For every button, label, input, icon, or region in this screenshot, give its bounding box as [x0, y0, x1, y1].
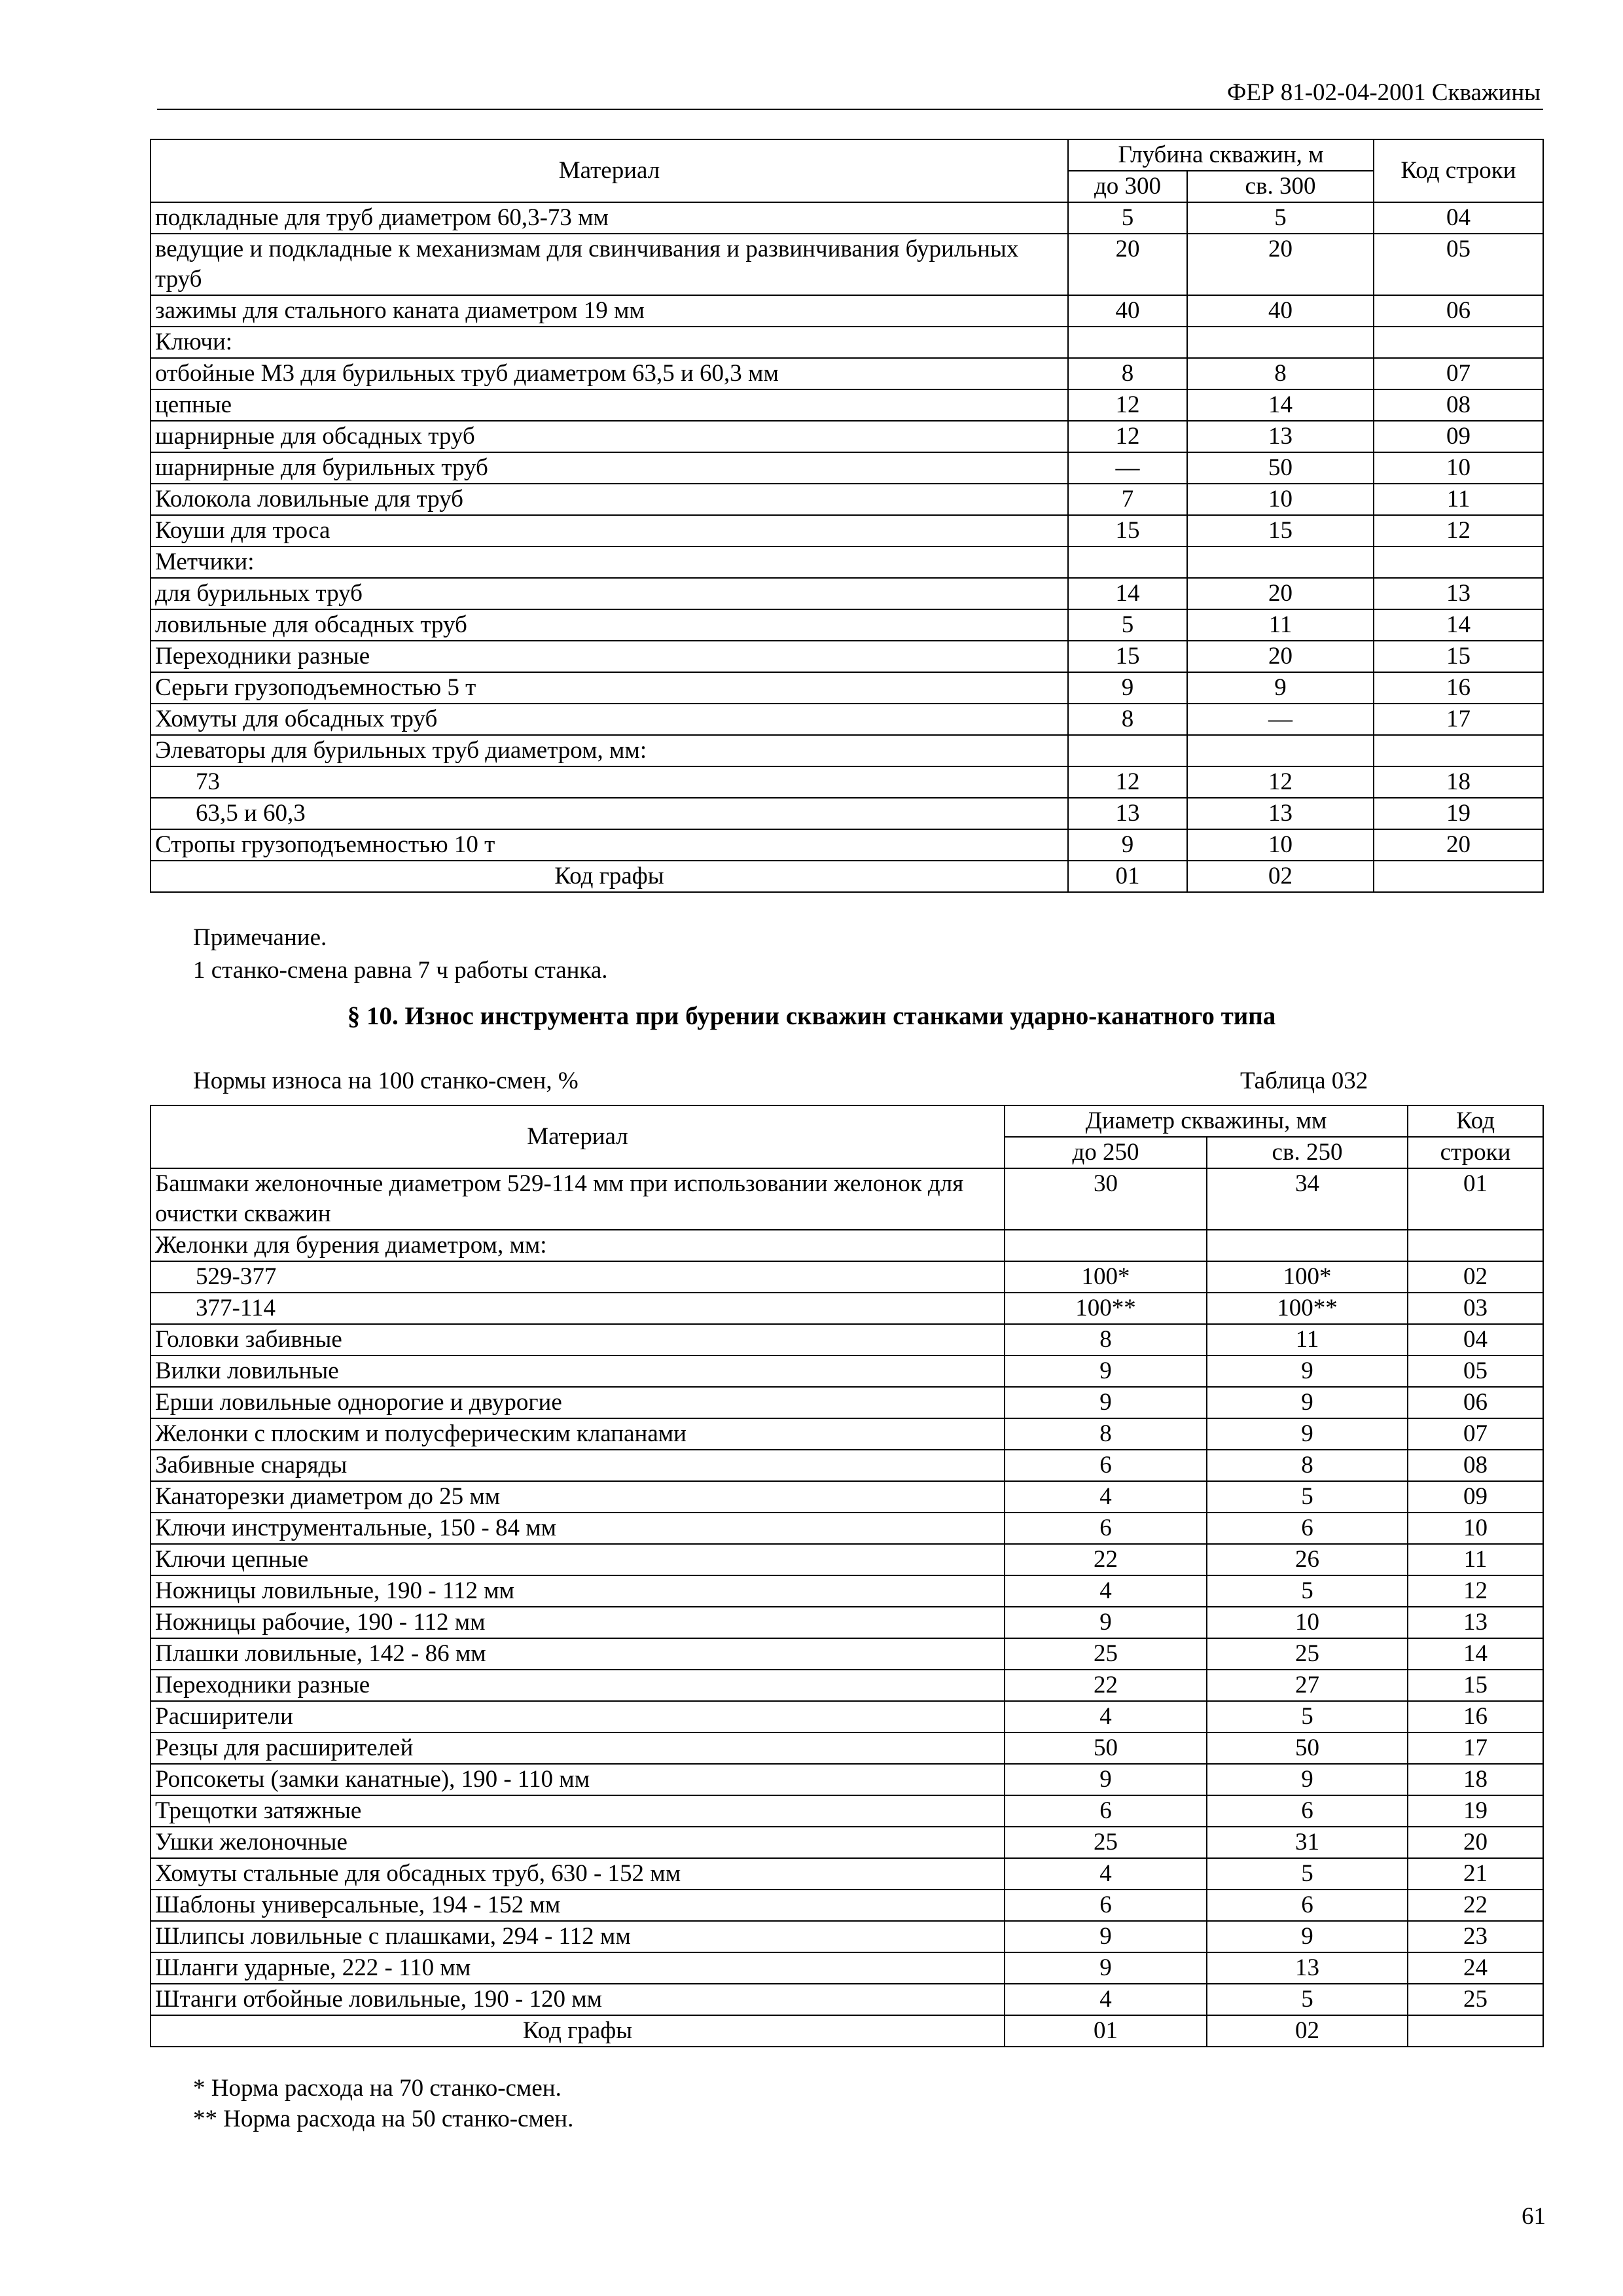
row-code-cell [1408, 1230, 1543, 1261]
value-cell: 13 [1187, 798, 1374, 829]
row-code-cell: 16 [1374, 672, 1543, 704]
table-row [151, 1575, 1543, 1607]
row-code-cell [1374, 735, 1543, 766]
table-footer-row [151, 861, 1543, 892]
row-code-cell: 25 [1408, 1984, 1543, 2015]
material-cell: Головки забивные [151, 1324, 1005, 1355]
value-cell: 5 [1187, 202, 1374, 234]
row-code-cell: 17 [1374, 704, 1543, 735]
row-code-cell: 20 [1374, 829, 1543, 861]
material-cell: Коуши для троса [151, 515, 1068, 547]
value-cell: 6 [1005, 1890, 1207, 1921]
table-row [151, 1732, 1543, 1764]
value-cell: 11 [1207, 1324, 1408, 1355]
footnote-single-star: * Норма расхода на 70 станко-смен. [193, 2075, 562, 2102]
value-cell: 9 [1005, 1355, 1207, 1387]
table-row [151, 1355, 1543, 1387]
row-code-cell: 15 [1408, 1670, 1543, 1701]
page-number: 61 [1522, 2203, 1546, 2230]
material-cell: Ножницы ловильные, 190 - 112 мм [151, 1575, 1005, 1607]
value-cell: 7 [1068, 484, 1187, 515]
value-cell: 8 [1005, 1418, 1207, 1450]
row-code-cell: 14 [1408, 1638, 1543, 1670]
header-diameter: Диаметр скважины, мм [1005, 1105, 1408, 1137]
material-cell: Вилки ловильные [151, 1355, 1005, 1387]
table-depth-wear [150, 139, 1544, 893]
header-depth: Глубина скважин, м [1068, 139, 1374, 171]
value-cell: 10 [1187, 484, 1374, 515]
table-032 [150, 1105, 1544, 2047]
row-code-cell: 12 [1408, 1575, 1543, 1607]
table-row [151, 641, 1543, 672]
value-cell: 12 [1068, 389, 1187, 421]
value-cell: 15 [1068, 641, 1187, 672]
value-cell: 9 [1187, 672, 1374, 704]
row-code-cell: 18 [1408, 1764, 1543, 1795]
header-depth-upto: до 300 [1068, 171, 1187, 202]
material-cell: ловильные для обсадных труб [151, 609, 1068, 641]
table-row [151, 1481, 1543, 1513]
value-cell: 5 [1207, 1984, 1408, 2015]
material-cell: Ножницы рабочие, 190 - 112 мм [151, 1607, 1005, 1638]
table-row [151, 1387, 1543, 1418]
column-code: 02 [1187, 861, 1374, 892]
value-cell: 10 [1207, 1607, 1408, 1638]
value-cell: 4 [1005, 1481, 1207, 1513]
note-text: 1 станко-смена равна 7 ч работы станка. [193, 957, 608, 984]
section-title: § 10. Износ инструмента при бурении скважин станками ударно-канатного типа [347, 1002, 1276, 1030]
row-code-cell: 07 [1374, 358, 1543, 389]
table-row [151, 1764, 1543, 1795]
value-cell: 30 [1005, 1168, 1207, 1230]
value-cell: 31 [1207, 1827, 1408, 1858]
material-cell: Канаторезки диаметром до 25 мм [151, 1481, 1005, 1513]
material-cell: Башмаки желоночные диаметром 529-114 мм при использовании желонок для очистки скважин [151, 1168, 1005, 1230]
table-row [151, 547, 1543, 578]
value-cell: 12 [1068, 421, 1187, 452]
column-code-label: Код графы [151, 861, 1068, 892]
material-cell: Элеваторы для бурильных труб диаметром, мм: [151, 735, 1068, 766]
material-cell: Серьги грузоподъемностью 5 т [151, 672, 1068, 704]
value-cell: 12 [1068, 766, 1187, 798]
value-cell: 20 [1187, 578, 1374, 609]
material-cell: Колокола ловильные для труб [151, 484, 1068, 515]
material-cell: Ключи цепные [151, 1544, 1005, 1575]
value-cell: 8 [1207, 1450, 1408, 1481]
value-cell: 14 [1187, 389, 1374, 421]
value-cell: 9 [1005, 1921, 1207, 1952]
material-cell: Шлипсы ловильные с плашками, 294 - 112 мм [151, 1921, 1005, 1952]
row-code-cell: 14 [1374, 609, 1543, 641]
table-row [151, 578, 1543, 609]
row-code-cell: 01 [1408, 1168, 1543, 1230]
value-cell: 15 [1187, 515, 1374, 547]
column-code: 02 [1207, 2015, 1408, 2047]
value-cell [1068, 735, 1187, 766]
table-row [151, 1701, 1543, 1732]
material-cell: Переходники разные [151, 1670, 1005, 1701]
material-cell: Шаблоны универсальные, 194 - 152 мм [151, 1890, 1005, 1921]
value-cell: 9 [1207, 1387, 1408, 1418]
header-row-code-2: строки [1408, 1137, 1543, 1168]
value-cell: 9 [1207, 1764, 1408, 1795]
row-code-cell: 06 [1408, 1387, 1543, 1418]
value-cell: 100* [1005, 1261, 1207, 1293]
note-title: Примечание. [193, 924, 327, 951]
table-row [151, 1230, 1543, 1261]
value-cell: 50 [1005, 1732, 1207, 1764]
value-cell [1068, 547, 1187, 578]
table-row [151, 202, 1543, 234]
page-header [157, 77, 1543, 110]
value-cell: 22 [1005, 1544, 1207, 1575]
table-row [151, 1544, 1543, 1575]
material-cell: Трещотки затяжные [151, 1795, 1005, 1827]
row-code-cell: 08 [1374, 389, 1543, 421]
value-cell: 9 [1207, 1355, 1408, 1387]
value-cell: 34 [1207, 1168, 1408, 1230]
table-row [151, 1795, 1543, 1827]
value-cell: 6 [1005, 1795, 1207, 1827]
value-cell: 13 [1068, 798, 1187, 829]
value-cell: 50 [1207, 1732, 1408, 1764]
row-code-cell: 13 [1374, 578, 1543, 609]
row-code-cell: 10 [1374, 452, 1543, 484]
value-cell: — [1068, 452, 1187, 484]
table-row [151, 798, 1543, 829]
table-row [151, 295, 1543, 327]
material-cell: цепные [151, 389, 1068, 421]
value-cell: 9 [1005, 1952, 1207, 1984]
row-code-cell [1374, 327, 1543, 358]
value-cell [1207, 1230, 1408, 1261]
header-diameter-upto: до 250 [1005, 1137, 1207, 1168]
row-code-cell: 10 [1408, 1513, 1543, 1544]
material-cell: Ушки желоночные [151, 1827, 1005, 1858]
material-cell: Ключи инструментальные, 150 - 84 мм [151, 1513, 1005, 1544]
value-cell: 5 [1068, 202, 1187, 234]
value-cell: 13 [1187, 421, 1374, 452]
material-cell: Ключи: [151, 327, 1068, 358]
value-cell: 6 [1207, 1890, 1408, 1921]
row-code-cell: 23 [1408, 1921, 1543, 1952]
material-cell: зажимы для стального каната диаметром 19 мм [151, 295, 1068, 327]
value-cell: 25 [1005, 1827, 1207, 1858]
row-code-cell: 05 [1374, 234, 1543, 295]
table-row [151, 484, 1543, 515]
column-code [1374, 861, 1543, 892]
table-row [151, 1670, 1543, 1701]
table-row [151, 1293, 1543, 1324]
material-cell: Штанги отбойные ловильные, 190 - 120 мм [151, 1984, 1005, 2015]
row-code-cell: 11 [1374, 484, 1543, 515]
row-code-cell: 16 [1408, 1701, 1543, 1732]
column-code [1408, 2015, 1543, 2047]
row-code-cell: 24 [1408, 1952, 1543, 1984]
table-row [151, 766, 1543, 798]
material-cell: Желонки для бурения диаметром, мм: [151, 1230, 1005, 1261]
value-cell: 9 [1207, 1418, 1408, 1450]
material-cell: Хомуты для обсадных труб [151, 704, 1068, 735]
value-cell [1068, 327, 1187, 358]
material-cell: Ропсокеты (замки канатные), 190 - 110 мм [151, 1764, 1005, 1795]
table-row [151, 1952, 1543, 1984]
header-diameter-over: св. 250 [1207, 1137, 1408, 1168]
value-cell [1005, 1230, 1207, 1261]
value-cell: 40 [1187, 295, 1374, 327]
table1-body [151, 202, 1543, 861]
row-code-cell: 19 [1374, 798, 1543, 829]
table-row [151, 358, 1543, 389]
value-cell: 9 [1005, 1387, 1207, 1418]
value-cell: 9 [1068, 672, 1187, 704]
table-row [151, 327, 1543, 358]
value-cell: 6 [1005, 1513, 1207, 1544]
material-cell: отбойные М3 для бурильных труб диаметром 63,5 и 60,3 мм [151, 358, 1068, 389]
value-cell [1187, 735, 1374, 766]
value-cell: 100** [1005, 1293, 1207, 1324]
value-cell: 14 [1068, 578, 1187, 609]
value-cell: 5 [1207, 1481, 1408, 1513]
table-row [151, 735, 1543, 766]
column-code: 01 [1068, 861, 1187, 892]
document-title: ФЕР 81-02-04-2001 Скважины [1227, 79, 1541, 106]
material-cell: Забивные снаряды [151, 1450, 1005, 1481]
table-row [151, 1921, 1543, 1952]
material-cell: Шланги ударные, 222 - 110 мм [151, 1952, 1005, 1984]
row-code-cell: 06 [1374, 295, 1543, 327]
value-cell: 6 [1207, 1795, 1408, 1827]
row-code-cell: 20 [1408, 1827, 1543, 1858]
row-code-cell: 04 [1408, 1324, 1543, 1355]
row-code-cell: 02 [1408, 1261, 1543, 1293]
table-footer-row [151, 2015, 1543, 2047]
material-cell: подкладные для труб диаметром 60,3-73 мм [151, 202, 1068, 234]
value-cell: 10 [1187, 829, 1374, 861]
header-material: Материал [151, 139, 1068, 202]
footnote-double-star: ** Норма расхода на 50 станко-смен. [193, 2106, 574, 2132]
material-cell: Метчики: [151, 547, 1068, 578]
row-code-cell [1374, 547, 1543, 578]
value-cell: 6 [1005, 1450, 1207, 1481]
value-cell: 6 [1207, 1513, 1408, 1544]
row-code-cell: 17 [1408, 1732, 1543, 1764]
value-cell: 4 [1005, 1575, 1207, 1607]
material-cell: Резцы для расширителей [151, 1732, 1005, 1764]
table-row [151, 1418, 1543, 1450]
header-row-code: Код строки [1374, 139, 1543, 202]
header-material: Материал [151, 1105, 1005, 1168]
value-cell: 20 [1068, 234, 1187, 295]
value-cell: 25 [1207, 1638, 1408, 1670]
value-cell: 5 [1068, 609, 1187, 641]
table-row [151, 452, 1543, 484]
value-cell: 9 [1207, 1921, 1408, 1952]
material-cell: Расширители [151, 1701, 1005, 1732]
material-cell: ведущие и подкладные к механизмам для свинчивания и развинчивания бурильных труб [151, 234, 1068, 295]
material-cell: Стропы грузоподъемностью 10 т [151, 829, 1068, 861]
value-cell [1187, 547, 1374, 578]
value-cell: 9 [1068, 829, 1187, 861]
row-code-cell: 07 [1408, 1418, 1543, 1450]
value-cell: 20 [1187, 641, 1374, 672]
material-cell: Ерши ловильные однорогие и двурогие [151, 1387, 1005, 1418]
table-caption-number: Таблица 032 [1240, 1067, 1368, 1094]
row-code-cell: 05 [1408, 1355, 1543, 1387]
material-cell: Хомуты стальные для обсадных труб, 630 - 152 мм [151, 1858, 1005, 1890]
table2-body [151, 1168, 1543, 2015]
table-row [151, 1607, 1543, 1638]
table-row [151, 515, 1543, 547]
header-row-code: Код [1408, 1105, 1543, 1137]
value-cell: 50 [1187, 452, 1374, 484]
table-row [151, 829, 1543, 861]
column-code: 01 [1005, 2015, 1207, 2047]
row-code-cell: 09 [1374, 421, 1543, 452]
row-code-cell: 12 [1374, 515, 1543, 547]
row-code-cell: 11 [1408, 1544, 1543, 1575]
table-row [151, 1513, 1543, 1544]
table-caption-norms: Нормы износа на 100 станко-смен, % [193, 1067, 579, 1094]
value-cell: 4 [1005, 1701, 1207, 1732]
table-row [151, 1858, 1543, 1890]
table-row [151, 609, 1543, 641]
material-cell: Желонки с плоским и полусферическим клапанами [151, 1418, 1005, 1450]
value-cell: 8 [1187, 358, 1374, 389]
row-code-cell: 18 [1374, 766, 1543, 798]
table-row [151, 672, 1543, 704]
value-cell: 8 [1068, 358, 1187, 389]
material-cell: 63,5 и 60,3 [151, 798, 1068, 829]
material-cell: шарнирные для бурильных труб [151, 452, 1068, 484]
material-cell: Плашки ловильные, 142 - 86 мм [151, 1638, 1005, 1670]
value-cell: — [1187, 704, 1374, 735]
value-cell: 20 [1187, 234, 1374, 295]
table-row [151, 1827, 1543, 1858]
row-code-cell: 21 [1408, 1858, 1543, 1890]
table-row [151, 1324, 1543, 1355]
row-code-cell: 04 [1374, 202, 1543, 234]
value-cell: 15 [1068, 515, 1187, 547]
value-cell: 5 [1207, 1575, 1408, 1607]
value-cell: 25 [1005, 1638, 1207, 1670]
table-row [151, 1890, 1543, 1921]
table-row [151, 389, 1543, 421]
table-row [151, 1168, 1543, 1230]
value-cell: 4 [1005, 1984, 1207, 2015]
column-code-label: Код графы [151, 2015, 1005, 2047]
value-cell: 26 [1207, 1544, 1408, 1575]
value-cell: 8 [1005, 1324, 1207, 1355]
value-cell: 5 [1207, 1858, 1408, 1890]
value-cell: 12 [1187, 766, 1374, 798]
value-cell: 22 [1005, 1670, 1207, 1701]
row-code-cell: 03 [1408, 1293, 1543, 1324]
material-cell: шарнирные для обсадных труб [151, 421, 1068, 452]
material-cell: 73 [151, 766, 1068, 798]
material-cell: для бурильных труб [151, 578, 1068, 609]
table-row [151, 1450, 1543, 1481]
value-cell: 8 [1068, 704, 1187, 735]
value-cell: 4 [1005, 1858, 1207, 1890]
value-cell: 9 [1005, 1764, 1207, 1795]
row-code-cell: 19 [1408, 1795, 1543, 1827]
row-code-cell: 09 [1408, 1481, 1543, 1513]
material-cell: 377-114 [151, 1293, 1005, 1324]
value-cell: 27 [1207, 1670, 1408, 1701]
table-row [151, 1261, 1543, 1293]
header-depth-over: св. 300 [1187, 171, 1374, 202]
row-code-cell: 13 [1408, 1607, 1543, 1638]
value-cell: 13 [1207, 1952, 1408, 1984]
value-cell: 9 [1005, 1607, 1207, 1638]
table-row [151, 1984, 1543, 2015]
table-row [151, 704, 1543, 735]
table-row [151, 234, 1543, 295]
material-cell: 529-377 [151, 1261, 1005, 1293]
value-cell: 100** [1207, 1293, 1408, 1324]
value-cell: 11 [1187, 609, 1374, 641]
row-code-cell: 22 [1408, 1890, 1543, 1921]
table-row [151, 421, 1543, 452]
value-cell: 40 [1068, 295, 1187, 327]
row-code-cell: 15 [1374, 641, 1543, 672]
row-code-cell: 08 [1408, 1450, 1543, 1481]
table-row [151, 1638, 1543, 1670]
value-cell: 100* [1207, 1261, 1408, 1293]
material-cell: Переходники разные [151, 641, 1068, 672]
value-cell [1187, 327, 1374, 358]
value-cell: 5 [1207, 1701, 1408, 1732]
